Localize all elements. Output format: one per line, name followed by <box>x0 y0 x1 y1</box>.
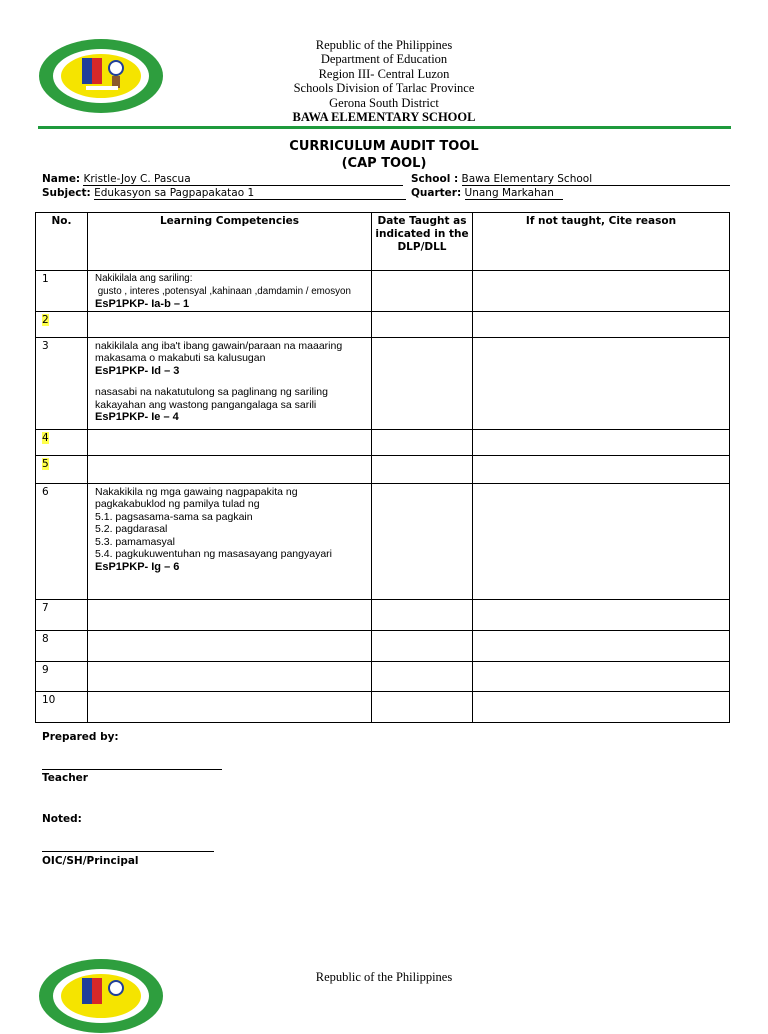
footer-letterhead: Republic of the Philippines <box>315 970 453 984</box>
teacher-label: Teacher <box>42 772 88 784</box>
competency-text: 5.2. pagdarasal <box>95 523 168 535</box>
school-seal-logo <box>38 958 164 1034</box>
row-number: 5 <box>42 457 49 470</box>
document-subtitle: (CAP TOOL) <box>341 156 427 171</box>
reason-cell[interactable] <box>473 483 730 599</box>
teacher-signature-line[interactable] <box>42 769 222 770</box>
row-number: 2 <box>42 313 49 326</box>
school-value: Bawa Elementary School <box>462 174 730 186</box>
reason-cell[interactable] <box>473 661 730 691</box>
date-cell[interactable] <box>372 599 473 630</box>
date-cell[interactable] <box>372 661 473 691</box>
row-number: 7 <box>36 599 88 630</box>
curriculum-audit-table <box>35 212 730 723</box>
row-number: 4 <box>42 431 49 444</box>
row-number-cell <box>36 455 88 483</box>
reason-cell[interactable] <box>473 337 730 429</box>
table-row <box>36 311 730 337</box>
table-row <box>36 691 730 722</box>
date-cell[interactable] <box>372 337 473 429</box>
row-number: 1 <box>36 271 88 312</box>
reason-cell[interactable] <box>473 311 730 337</box>
letterhead-line: Department of Education <box>320 52 448 67</box>
letterhead-school: BAWA ELEMENTARY SCHOOL <box>292 110 476 125</box>
date-cell[interactable] <box>372 455 473 483</box>
school-label: School : <box>411 173 459 185</box>
reason-cell[interactable] <box>473 429 730 455</box>
competency-cell[interactable] <box>88 429 372 455</box>
competency-code: EsP1PKP- Id – 3 <box>95 364 180 377</box>
table-row <box>36 599 730 630</box>
table-row <box>36 271 730 312</box>
quarter-value: Unang Markahan <box>465 188 563 200</box>
noted-label: Noted: <box>42 813 82 825</box>
date-cell[interactable] <box>372 429 473 455</box>
table-row <box>36 661 730 691</box>
table-row <box>36 429 730 455</box>
principal-signature-line[interactable] <box>42 851 214 852</box>
competency-cell[interactable] <box>88 630 372 661</box>
school-field <box>411 173 730 186</box>
row-number: 10 <box>36 691 88 722</box>
reason-cell[interactable] <box>473 455 730 483</box>
header-date-taught: Date Taught as indicated in the DLP/DLL <box>372 213 473 271</box>
competency-code: EsP1PKP- Ie – 4 <box>95 411 179 423</box>
date-cell[interactable] <box>372 691 473 722</box>
date-cell[interactable] <box>372 630 473 661</box>
reason-cell[interactable] <box>473 630 730 661</box>
row-number: 6 <box>36 483 88 599</box>
competency-cell <box>88 337 372 429</box>
header-divider <box>38 126 731 129</box>
date-cell[interactable] <box>372 271 473 312</box>
table-row <box>36 455 730 483</box>
competency-text: Nakikilala ang sariling: <box>95 273 193 284</box>
competency-cell[interactable] <box>88 599 372 630</box>
row-number: 3 <box>36 337 88 429</box>
row-number-cell <box>36 311 88 337</box>
competency-text: Nakakikila ng mga gawaing nagpapakita ng pagkakabuklod ng pamilya tulad ng <box>95 485 298 510</box>
quarter-label: Quarter: <box>411 187 462 199</box>
competency-cell[interactable] <box>88 691 372 722</box>
reason-cell[interactable] <box>473 271 730 312</box>
header-no: No. <box>36 213 88 271</box>
school-seal-logo <box>38 38 164 114</box>
header-reason: If not taught, Cite reason <box>473 213 730 271</box>
date-cell[interactable] <box>372 483 473 599</box>
competency-text: 5.3. pamamasyal <box>95 535 175 548</box>
letterhead-line: Republic of the Philippines <box>315 38 453 52</box>
letterhead-line: Schools Division of Tarlac Province <box>293 81 475 96</box>
prepared-by-label: Prepared by: <box>42 731 119 743</box>
subject-value: Edukasyon sa Pagpapakatao 1 <box>94 188 406 200</box>
date-cell[interactable] <box>372 311 473 337</box>
header-competencies: Learning Competencies <box>88 213 372 271</box>
table-row <box>36 630 730 661</box>
row-number: 8 <box>36 630 88 661</box>
table-row <box>36 337 730 429</box>
document-title: CURRICULUM AUDIT TOOL <box>289 139 479 154</box>
competency-cell[interactable] <box>88 311 372 337</box>
name-value: Kristle-Joy C. Pascua <box>83 174 403 186</box>
competency-cell[interactable] <box>88 455 372 483</box>
competency-text: 5.4. pagkukuwentuhan ng masasayang pangyayari <box>95 548 332 560</box>
competency-cell <box>88 483 372 599</box>
competency-cell[interactable] <box>88 661 372 691</box>
competency-text: 5.1. pagsasama-sama sa pagkain <box>95 510 253 523</box>
competency-text: nakikilala ang iba't ibang gawain/paraan na maaaring makasama o makabuti sa kalusugan <box>95 339 343 364</box>
quarter-field <box>411 187 563 200</box>
competency-code: EsP1PKP- Ig – 6 <box>95 560 180 573</box>
name-field <box>42 173 403 186</box>
reason-cell[interactable] <box>473 599 730 630</box>
letterhead <box>240 38 528 124</box>
row-number: 9 <box>36 661 88 691</box>
principal-label: OIC/SH/Principal <box>42 855 139 867</box>
letterhead-line: Region III- Central Luzon <box>318 66 450 81</box>
table-header-row <box>36 213 730 271</box>
competency-text: gusto , interes ,potensyal ,kahinaan ,damdamin / emosyon <box>95 285 351 297</box>
competency-cell <box>88 271 372 312</box>
subject-field <box>42 187 406 200</box>
row-number-cell <box>36 429 88 455</box>
letterhead-line: Gerona South District <box>329 95 439 110</box>
reason-cell[interactable] <box>473 691 730 722</box>
competency-text: nasasabi na nakatutulong sa paglinang ng sariling kakayahan ang wastong pangangalaga sa sarili <box>95 386 328 411</box>
subject-label: Subject: <box>42 187 91 199</box>
competency-code: EsP1PKP- Ia-b – 1 <box>95 298 190 310</box>
name-label: Name: <box>42 173 81 185</box>
table-row <box>36 483 730 599</box>
